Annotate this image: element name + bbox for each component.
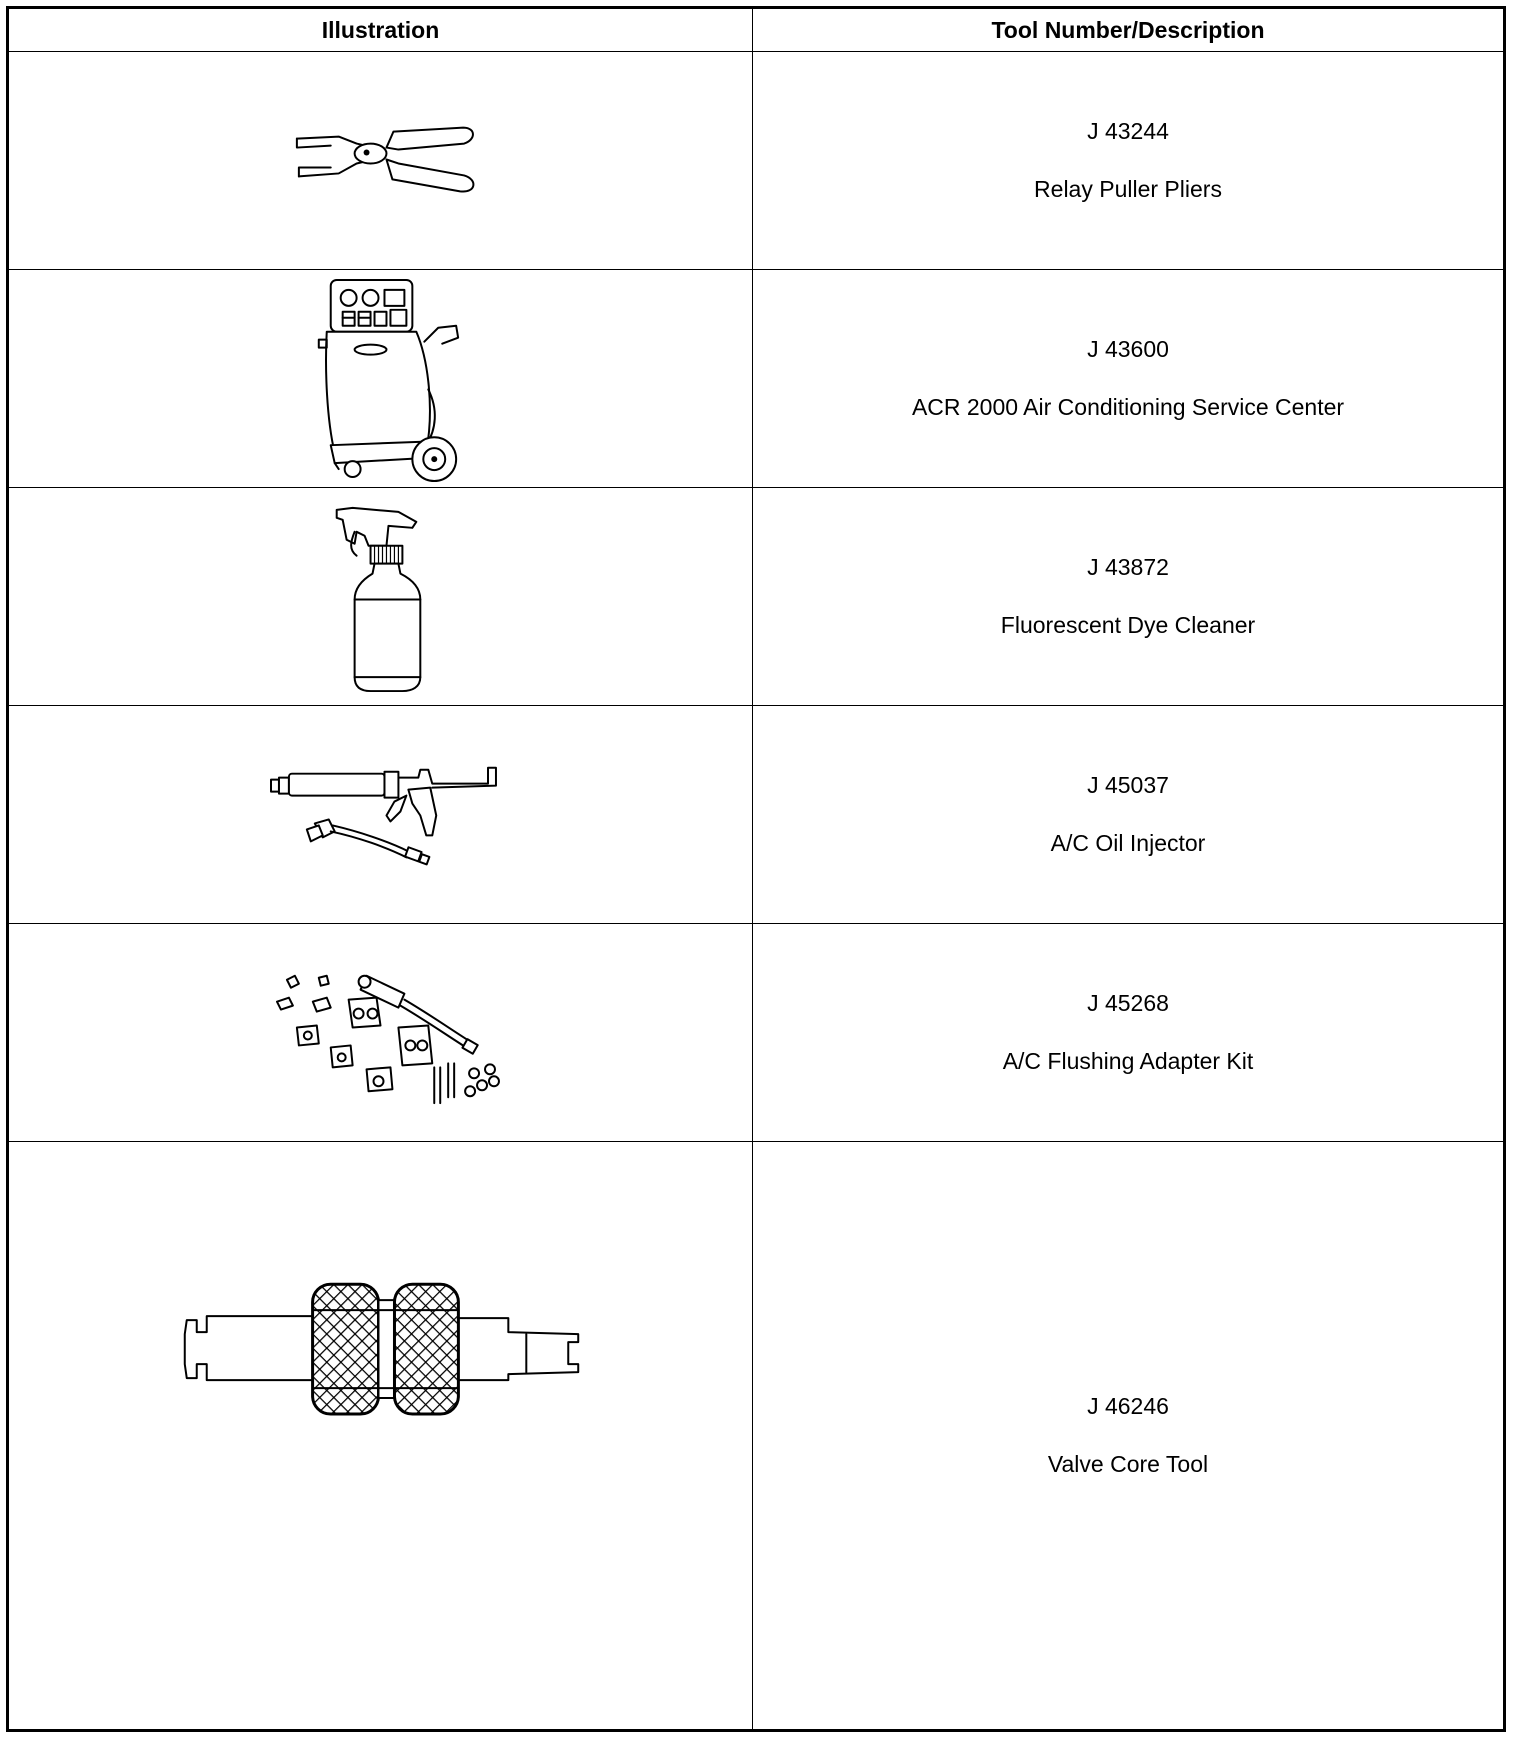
oil-injector-icon <box>9 706 752 923</box>
table-row <box>9 706 1503 924</box>
description-cell <box>753 924 1503 1141</box>
illustration-cell <box>9 924 753 1141</box>
tool-description: A/C Flushing Adapter Kit <box>1002 1048 1254 1074</box>
tool-description: A/C Oil Injector <box>1050 830 1206 856</box>
description-cell <box>753 706 1503 923</box>
tool-description: Relay Puller Pliers <box>1034 176 1222 202</box>
table-row <box>9 488 1503 706</box>
table-header-row <box>9 9 1503 52</box>
tool-table <box>6 6 1506 1732</box>
illustration-cell <box>9 1142 753 1729</box>
tool-description: ACR 2000 Air Conditioning Service Center <box>911 394 1345 420</box>
tool-number: J 43244 <box>1087 118 1169 144</box>
tool-number: J 45037 <box>1087 772 1169 798</box>
ac-service-center-icon <box>9 270 752 487</box>
description-cell <box>753 1142 1503 1729</box>
header-illustration: Illustration <box>9 9 753 51</box>
tool-number: J 43600 <box>1087 336 1169 362</box>
table-row <box>9 924 1503 1142</box>
table-row <box>9 52 1503 270</box>
tool-number: J 46246 <box>1087 1393 1169 1419</box>
illustration-cell <box>9 488 753 705</box>
header-description: Tool Number/Description <box>991 16 1265 43</box>
relay-puller-pliers-icon <box>9 52 752 269</box>
tool-description: Fluorescent Dye Cleaner <box>1000 612 1256 638</box>
valve-core-tool-icon <box>9 1142 752 1729</box>
flushing-adapter-kit-icon <box>9 924 752 1141</box>
table-row <box>9 1142 1503 1729</box>
tool-number: J 43872 <box>1087 554 1169 580</box>
tool-number: J 45268 <box>1087 990 1169 1016</box>
illustration-cell <box>9 52 753 269</box>
illustration-cell <box>9 706 753 923</box>
spray-bottle-icon <box>9 488 752 705</box>
description-cell <box>753 52 1503 269</box>
description-cell <box>753 270 1503 487</box>
description-cell <box>753 488 1503 705</box>
illustration-cell <box>9 270 753 487</box>
tool-description: Valve Core Tool <box>1047 1451 1209 1477</box>
table-row <box>9 270 1503 488</box>
